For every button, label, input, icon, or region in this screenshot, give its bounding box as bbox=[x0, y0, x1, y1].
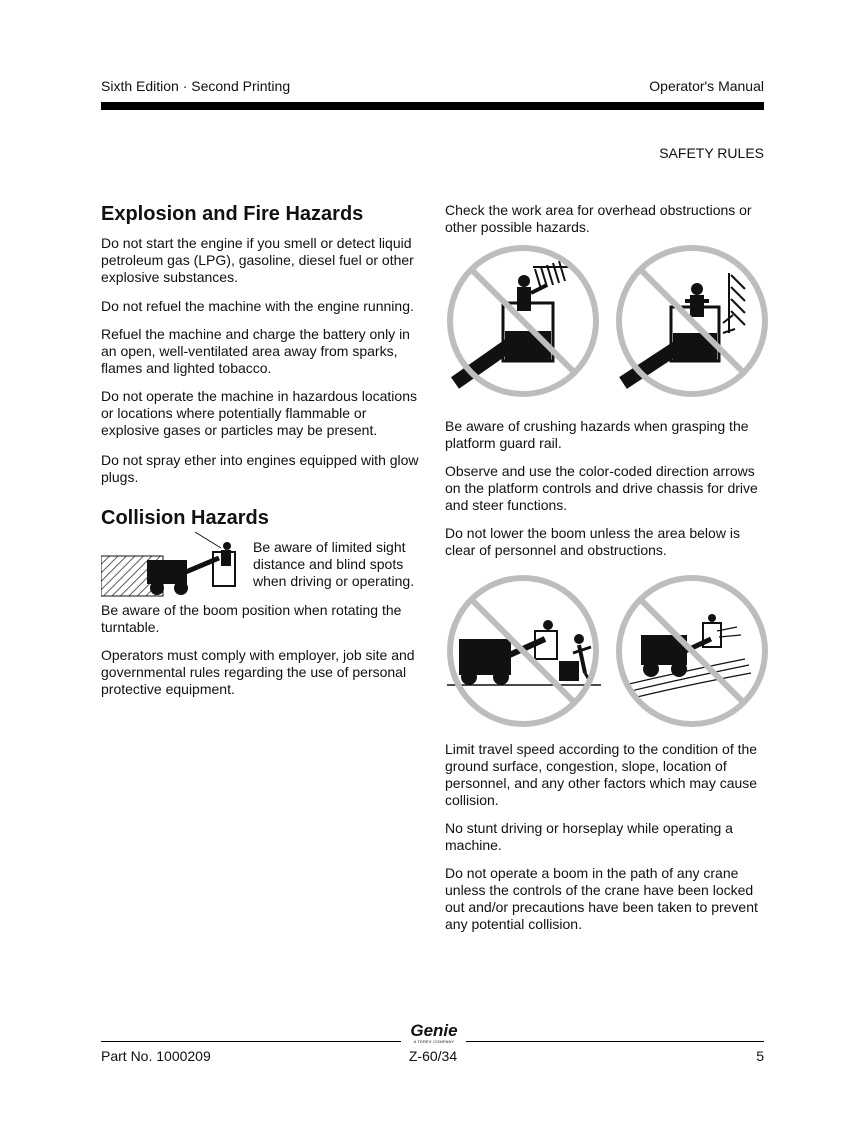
lower-boom-text: Do not lower the boom unless the area below is clear of personnel and obstructions. bbox=[445, 525, 740, 558]
crushing-hazard-text: Be aware of crushing hazards when grasping the platform guard rail. bbox=[445, 418, 749, 451]
stunt-driving-text: No stunt driving or horseplay while operating a machine. bbox=[445, 820, 733, 853]
explosion-paragraph-2: Do not refuel the machine with the engine running. bbox=[101, 298, 414, 314]
footer-page-number: 5 bbox=[756, 1048, 764, 1064]
genie-logo-wordmark: Genie bbox=[410, 1021, 458, 1040]
explosion-heading: Explosion and Fire Hazards bbox=[101, 203, 364, 225]
footer-part-number: Part No. 1000209 bbox=[101, 1048, 211, 1064]
direction-arrows-text: Observe and use the color-coded direction arrows on the platform controls and drive chassis for drive and steer functions. bbox=[445, 463, 758, 513]
footer-rule-right bbox=[466, 1041, 764, 1042]
header-manual-title: Operator's Manual bbox=[649, 78, 764, 94]
header-rule bbox=[101, 102, 764, 110]
footer-rule-left bbox=[101, 1041, 401, 1042]
blind-spot-illustration bbox=[101, 530, 251, 598]
genie-logo bbox=[404, 1022, 464, 1044]
overhead-obstructions-text: Check the work area for overhead obstructions or other possible hazards. bbox=[445, 202, 752, 235]
genie-logo-subtitle: A TEREX COMPANY bbox=[413, 1039, 455, 1044]
personnel-below-sign bbox=[447, 578, 601, 724]
crane-path-text: Do not operate a boom in the path of any crane unless the controls of the crane have been locked out and/or precautions have been taken to prevent any potential collision. bbox=[445, 865, 758, 932]
collision-paragraph-1: Be aware of the boom position when rotating the turntable. bbox=[101, 602, 402, 635]
overhead-hazard-sign-1 bbox=[450, 248, 596, 394]
collision-heading: Collision Hazards bbox=[101, 507, 269, 529]
explosion-paragraph-1: Do not start the engine if you smell or detect liquid petroleum gas (LPG), gasoline, diesel fuel or other explosive substances. bbox=[101, 235, 414, 285]
explosion-paragraph-5: Do not spray ether into engines equipped with glow plugs. bbox=[101, 452, 419, 485]
speed-hazard-sign bbox=[619, 578, 765, 724]
explosion-paragraph-4: Do not operate the machine in hazardous locations or locations where potentially flammable or explosive gases or particles may be present. bbox=[101, 388, 417, 438]
overhead-obstruction-illustrations bbox=[445, 243, 770, 403]
collision-illustrations bbox=[445, 573, 770, 729]
collision-paragraph-2: Operators must comply with employer, job site and governmental rules regarding the use of personal protective equipment. bbox=[101, 647, 415, 697]
section-label: SAFETY RULES bbox=[659, 145, 764, 161]
footer-model: Z-60/34 bbox=[408, 1048, 458, 1064]
explosion-paragraph-3: Refuel the machine and charge the battery only in an open, well-ventilated area away from sparks, flames and lighted tobacco. bbox=[101, 326, 410, 376]
blind-spot-caption: Be aware of limited sight distance and blind spots when driving or operating. bbox=[253, 539, 415, 589]
travel-speed-text: Limit travel speed according to the condition of the ground surface, congestion, slope, location of personnel, and any other factors which may cause collision. bbox=[445, 741, 758, 808]
header-edition: Sixth Edition · Second Printing bbox=[101, 78, 291, 94]
overhead-hazard-sign-2 bbox=[619, 248, 765, 394]
